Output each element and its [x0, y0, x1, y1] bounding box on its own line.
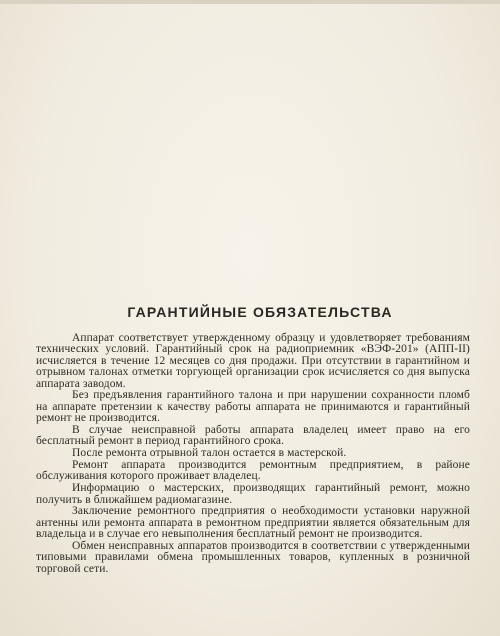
paragraph-5: Ремонт аппарата производится ремонтным предприятием, в районе обслуживания которого проживает владелец.	[36, 459, 470, 483]
document-title: ГАРАНТИЙНЫЕ ОБЯЗАТЕЛЬСТВА	[127, 304, 393, 320]
paragraph-4: После ремонта отрывной талон остается в мастерской.	[72, 447, 347, 460]
page-edge	[0, 0, 500, 4]
paragraph-2: Без предъявления гарантийного талона и при нарушении сохранности пломб на аппарате претензии к качеству работы аппарата не принимаются и гарантийный ремонт не производится.	[36, 389, 470, 425]
paragraph-3: В случае неисправной работы аппарата владелец имеет право на его бесплатный ремонт в период гарантийного срока.	[36, 424, 470, 448]
paragraph-8: Обмен неисправных аппаратов производится в соответствии с утвержденными типовыми правилами обмена промышленных товаров, купленных в розничной торговой сети.	[36, 540, 470, 575]
document-body	[36, 333, 470, 576]
paragraph-1: Аппарат соответствует утвержденному образцу и удовлетворяет требованиям технических условий. Гарантийный срок на радиоприемник «ВЭФ-201» (АПП-II) исчисляется в течение 12 месяцев со дня продажи. При отсутствии в гарантийном и отрывном талонах отметки торгующей организации срок исчисляется со дня выпуска аппарата заводом.	[36, 332, 470, 390]
paragraph-7: Заключение ремонтного предприятия о необходимости установки наружной антенны или ремонта аппарата в ремонтном предприятии является обязательным для владельца и в случае его невыполнения бесплатный ремонт не производится.	[36, 505, 470, 541]
paragraph-6: Информацию о мастерских, производящих гарантийный ремонт, можно получить в ближайшем радиомагазине.	[36, 482, 470, 506]
